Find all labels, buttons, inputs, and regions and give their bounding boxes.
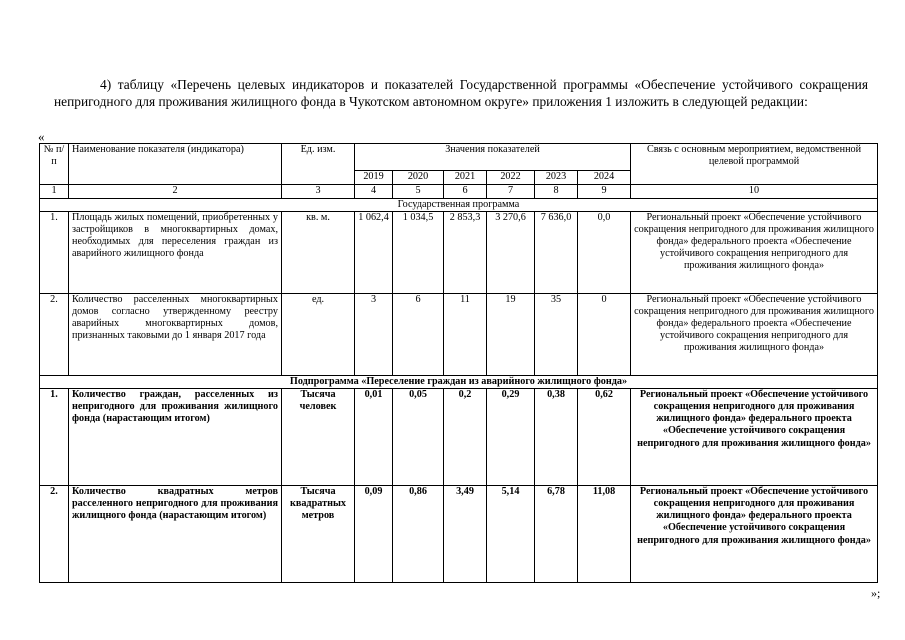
table-row xyxy=(40,389,878,486)
header-unit: Ед. изм. xyxy=(282,144,355,185)
col-number: 1 xyxy=(40,185,69,199)
row-link: Региональный проект «Обеспечение устойчивого сокращения непригодного для проживания жилищного фонда» федерального проекта «Обеспечение устойчивого сокращения непригодного для проживания жилищного фонда» xyxy=(631,486,878,583)
opening-quote: « xyxy=(38,129,45,144)
row-value: 1 062,4 xyxy=(355,212,393,294)
column-numbers-row xyxy=(40,185,878,199)
section-sub-title: Подпрограмма «Переселение граждан из аварийного жилищного фонда» xyxy=(40,376,878,389)
row-num: 2. xyxy=(40,486,69,583)
table-row xyxy=(40,212,878,294)
row-value: 0,62 xyxy=(578,389,631,486)
col-number: 8 xyxy=(535,185,578,199)
intro-text: 4) таблицу «Перечень целевых индикаторов и показателей Государственной программы «Обеспечение устойчивого сокращения непригодного для проживания жилищного фонда в Чукотском автономном округе» приложения 1 изложить в следующей редакции: xyxy=(54,77,868,109)
section-state-title: Государственная программа xyxy=(40,199,878,212)
row-value: 1 034,5 xyxy=(393,212,444,294)
intro-paragraph xyxy=(54,76,868,110)
row-value: 0,2 xyxy=(444,389,487,486)
row-value: 7 636,0 xyxy=(535,212,578,294)
section-row-subprogram xyxy=(40,376,878,389)
col-number: 7 xyxy=(487,185,535,199)
row-value: 0,86 xyxy=(393,486,444,583)
row-value: 6,78 xyxy=(535,486,578,583)
row-unit: Тысяча человек xyxy=(282,389,355,486)
row-value: 0,05 xyxy=(393,389,444,486)
row-value: 3 xyxy=(355,294,393,376)
row-link: Региональный проект «Обеспечение устойчивого сокращения непригодного для проживания жилищного фонда» федерального проекта «Обеспечение устойчивого сокращения непригодного для проживания жилищного фонда» xyxy=(631,294,878,376)
header-name: Наименование показателя (индикатора) xyxy=(69,144,282,185)
row-value: 0,29 xyxy=(487,389,535,486)
col-number: 9 xyxy=(578,185,631,199)
row-num: 2. xyxy=(40,294,69,376)
year-cell: 2022 xyxy=(487,171,535,185)
closing-quote: »; xyxy=(871,586,881,600)
table-row xyxy=(40,486,878,583)
indicators-table xyxy=(39,143,878,583)
col-number: 5 xyxy=(393,185,444,199)
header-values: Значения показателей xyxy=(355,144,631,171)
header-link: Связь с основным мероприятием, ведомственной целевой программой xyxy=(631,144,878,185)
row-value: 35 xyxy=(535,294,578,376)
year-cell: 2021 xyxy=(444,171,487,185)
row-name: Количество расселенных многоквартирных домов согласно утвержденному реестру аварийных многоквартирных домов, признанных таковыми до 1 января 2017 года xyxy=(69,294,282,376)
row-value: 0,01 xyxy=(355,389,393,486)
col-number: 2 xyxy=(69,185,282,199)
row-value: 3 270,6 xyxy=(487,212,535,294)
row-value: 3,49 xyxy=(444,486,487,583)
row-num: 1. xyxy=(40,389,69,486)
year-cell: 2023 xyxy=(535,171,578,185)
row-value: 2 853,3 xyxy=(444,212,487,294)
table-row xyxy=(40,294,878,376)
year-cell: 2024 xyxy=(578,171,631,185)
row-name: Площадь жилых помещений, приобретенных у застройщиков в многоквартирных домах, необходимых для переселения граждан из аварийного жилищного фонда xyxy=(69,212,282,294)
row-name: Количество квадратных метров расселенного непригодного для проживания жилищного фонда (нарастающим итогом) xyxy=(69,486,282,583)
row-unit: кв. м. xyxy=(282,212,355,294)
row-name: Количество граждан, расселенных из непригодного для проживания жилищного фонда (нарастающим итогом) xyxy=(69,389,282,486)
row-value: 19 xyxy=(487,294,535,376)
row-num: 1. xyxy=(40,212,69,294)
row-value: 0,0 xyxy=(578,212,631,294)
row-link: Региональный проект «Обеспечение устойчивого сокращения непригодного для проживания жилищного фонда» федерального проекта «Обеспечение устойчивого сокращения непригодного для проживания жилищного фонда» xyxy=(631,389,878,486)
year-cell: 2020 xyxy=(393,171,444,185)
col-number: 6 xyxy=(444,185,487,199)
col-number: 10 xyxy=(631,185,878,199)
row-value: 0,09 xyxy=(355,486,393,583)
header-num: № п/п xyxy=(40,144,69,185)
row-value: 11 xyxy=(444,294,487,376)
row-value: 11,08 xyxy=(578,486,631,583)
row-unit: Тысяча квадратных метров xyxy=(282,486,355,583)
row-value: 6 xyxy=(393,294,444,376)
year-cell: 2019 xyxy=(355,171,393,185)
header-row xyxy=(40,144,878,171)
row-link: Региональный проект «Обеспечение устойчивого сокращения непригодного для проживания жилищного фонда» федерального проекта «Обеспечение устойчивого сокращения непригодного для проживания жилищного фонда» xyxy=(631,212,878,294)
row-value: 0 xyxy=(578,294,631,376)
row-value: 5,14 xyxy=(487,486,535,583)
row-unit: ед. xyxy=(282,294,355,376)
col-number: 4 xyxy=(355,185,393,199)
section-row-state xyxy=(40,199,878,212)
row-value: 0,38 xyxy=(535,389,578,486)
col-number: 3 xyxy=(282,185,355,199)
